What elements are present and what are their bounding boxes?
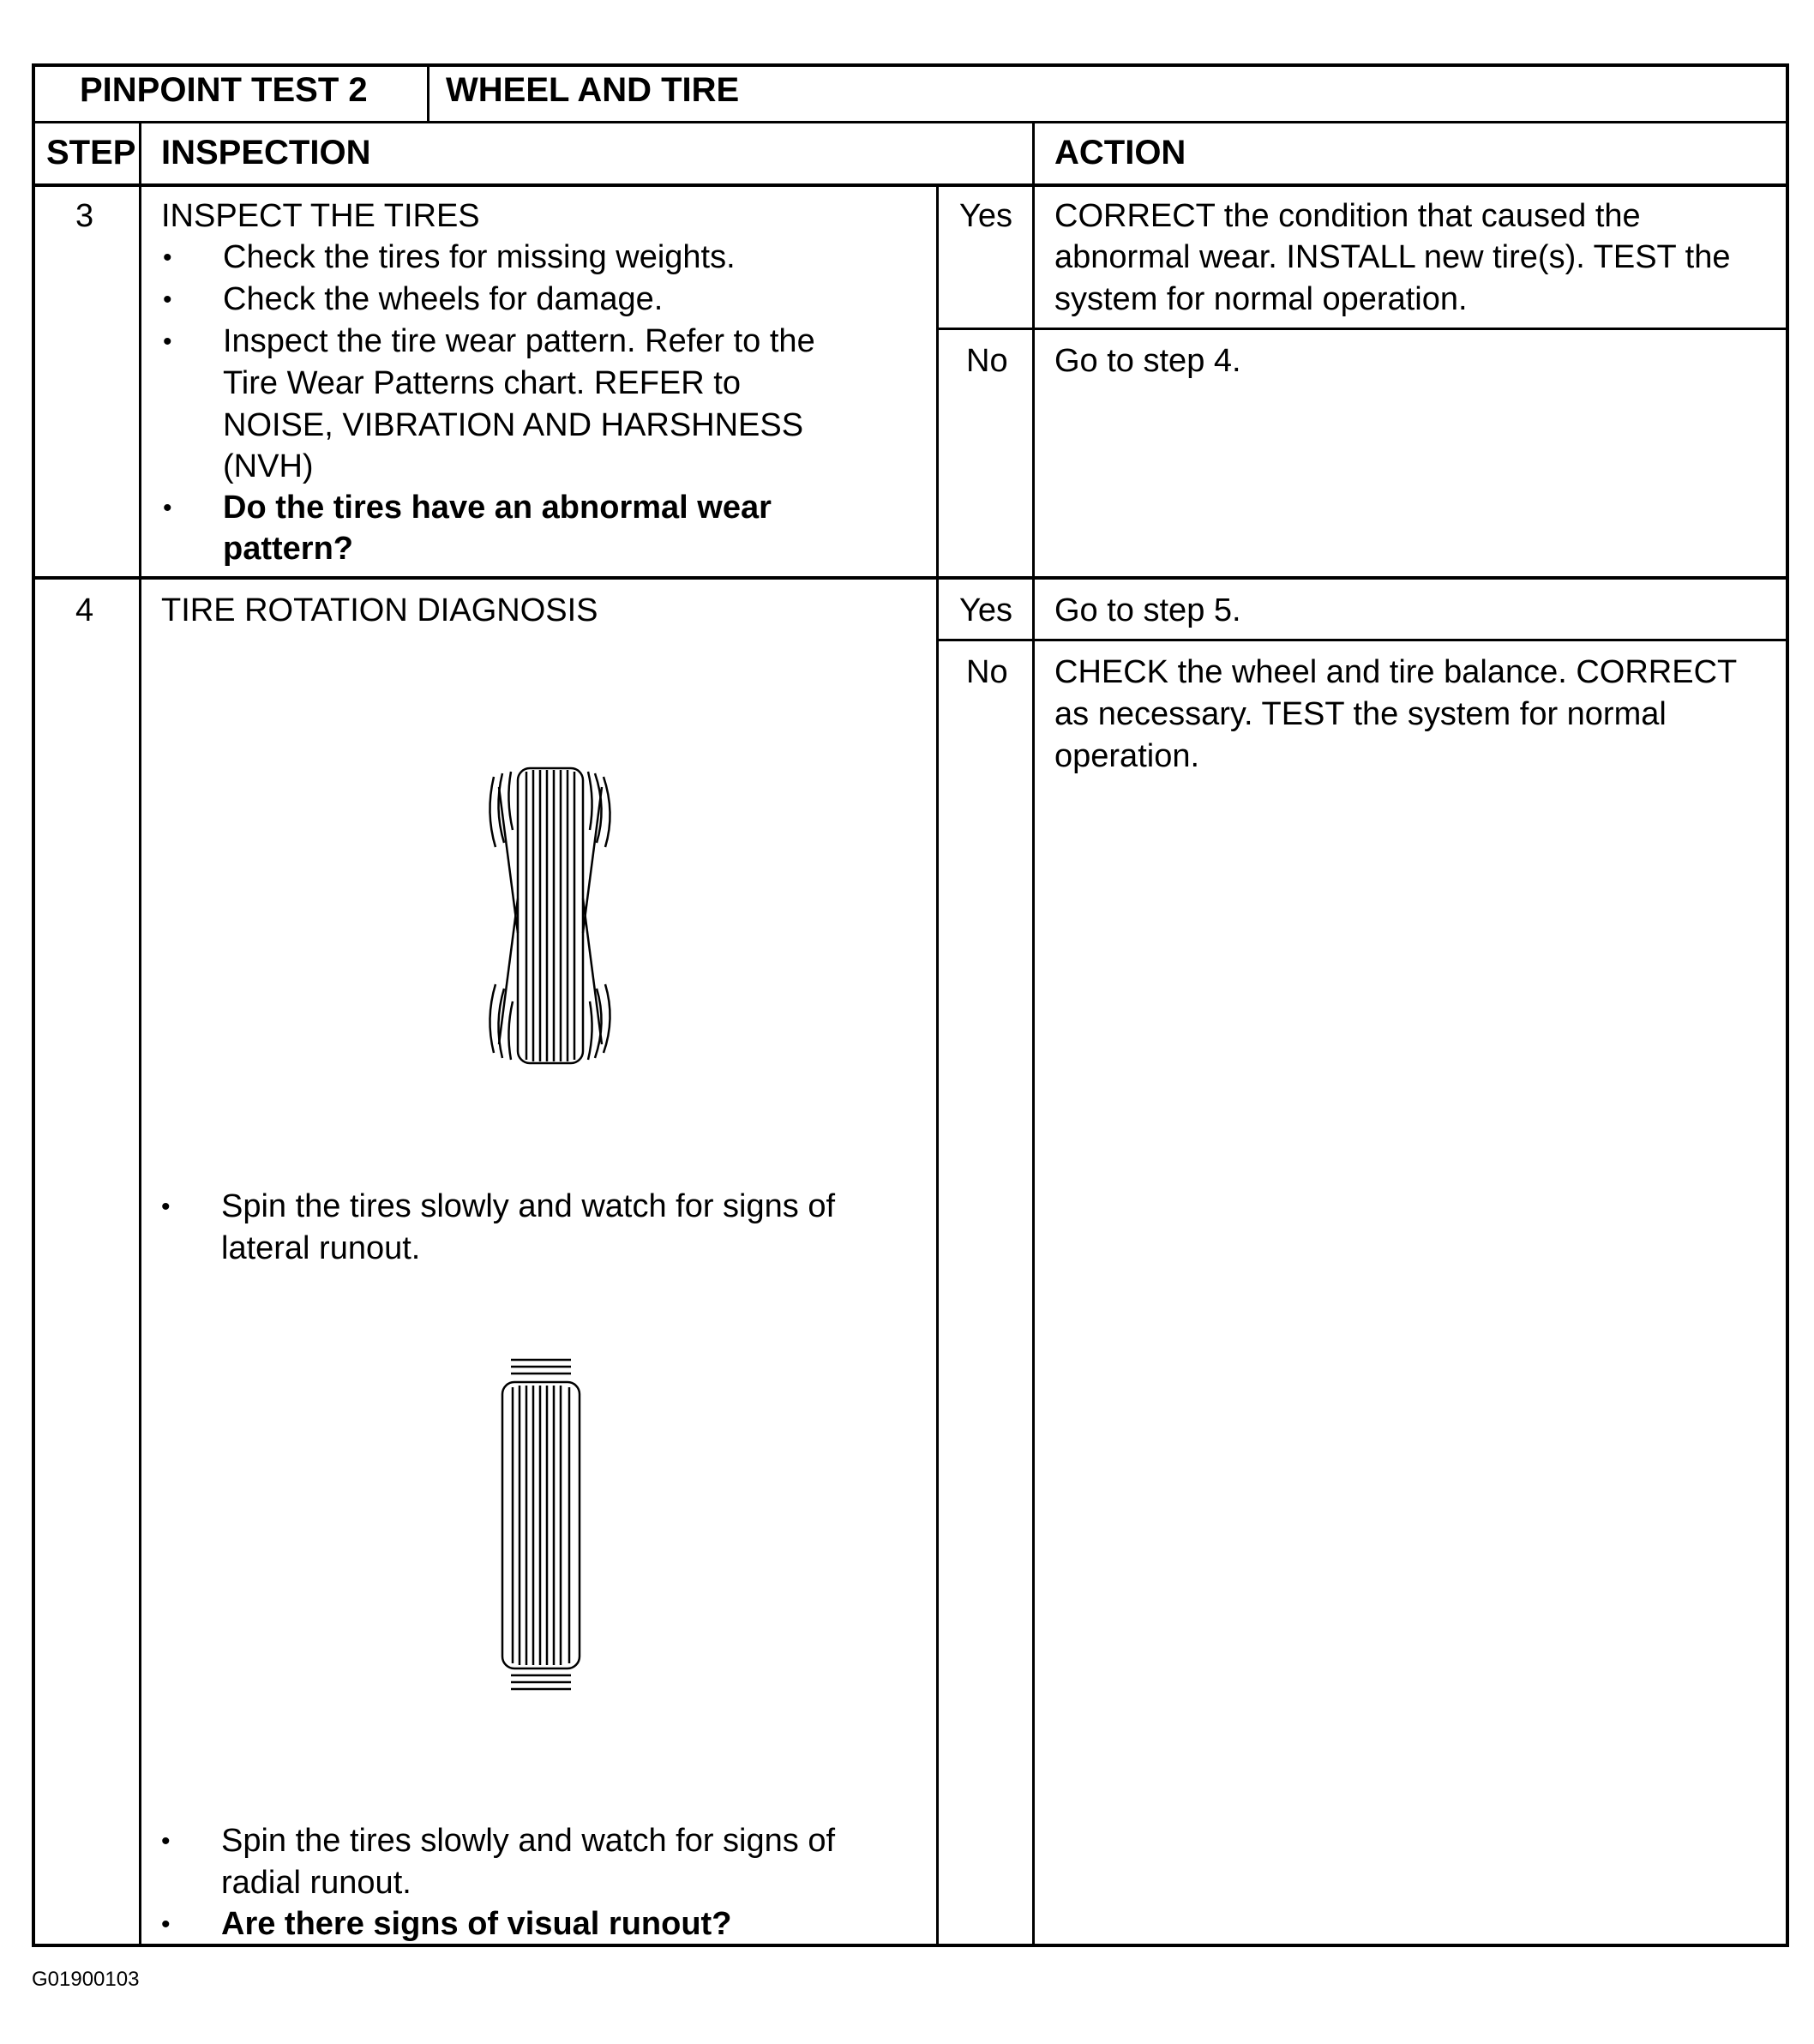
bullet-dot: •: [161, 1827, 171, 1855]
step-bullet-continuation: radial runout.: [221, 1865, 411, 1901]
bullet-dot: •: [163, 328, 172, 356]
step-number: 4: [75, 592, 94, 628]
outcome-no-label: No: [966, 343, 1008, 379]
step-bullet-continuation: Tire Wear Patterns chart. REFER to: [223, 365, 741, 401]
action-line: as necessary. TEST the system for normal: [1054, 696, 1667, 732]
step-bullet-continuation: NOISE, VIBRATION AND HARSHNESS: [223, 407, 804, 443]
step4-outcome-divider: [936, 639, 1789, 641]
action-line: CHECK the wheel and tire balance. CORRECT: [1054, 654, 1738, 690]
column-header-divider: [32, 183, 1789, 187]
figure-code: G01900103: [32, 1968, 140, 1991]
step-title: TIRE ROTATION DIAGNOSIS: [161, 592, 598, 628]
bullet-dot: •: [163, 494, 172, 522]
bullet-dot: •: [161, 1193, 171, 1221]
outcome-yes-label: Yes: [959, 198, 1012, 234]
header-divider: [32, 121, 1789, 123]
step-bullet: Spin the tires slowly and watch for signs of: [221, 1823, 836, 1859]
step-title: INSPECT THE TIRES: [161, 198, 480, 234]
outcome-no-label: No: [966, 654, 1008, 690]
column-header-step: STEP: [46, 134, 136, 171]
test-title-label: WHEEL AND TIRE: [446, 71, 740, 109]
column-header-action: ACTION: [1054, 134, 1186, 171]
bullet-dot: •: [163, 286, 172, 314]
column-header-inspection: INSPECTION: [161, 134, 371, 171]
radial-runout-tire-icon: [494, 1356, 588, 1691]
bullet-dot: •: [163, 243, 172, 272]
step-bullet: Inspect the tire wear pattern. Refer to the: [223, 323, 815, 359]
step-question-continuation: pattern?: [223, 531, 353, 567]
step-bullet: Spin the tires slowly and watch for signs of: [221, 1188, 836, 1224]
action-line: abnormal wear. INSTALL new tire(s). TEST the: [1054, 239, 1731, 275]
action-line: CORRECT the condition that caused the: [1054, 198, 1641, 234]
step-question: Are there signs of visual runout?: [221, 1906, 732, 1942]
action-line: operation.: [1054, 738, 1200, 774]
answer-column-left-divider: [936, 183, 939, 1947]
action-column-divider: [1032, 121, 1035, 1947]
step-question: Do the tires have an abnormal wear: [223, 490, 772, 526]
step-bullet: Check the tires for missing weights.: [223, 239, 736, 275]
step-bullet-continuation: lateral runout.: [221, 1230, 421, 1266]
bullet-dot: •: [161, 1910, 171, 1939]
step-divider: [32, 576, 1789, 580]
step-number: 3: [75, 198, 94, 234]
lateral-runout-tire-icon: [473, 761, 628, 1070]
outcome-yes-label: Yes: [959, 592, 1012, 628]
action-line: system for normal operation.: [1054, 281, 1468, 317]
action-line: Go to step 5.: [1054, 592, 1241, 628]
step-bullet-continuation: (NVH): [223, 448, 314, 484]
step-bullet: Check the wheels for damage.: [223, 281, 664, 317]
header-vertical-divider: [427, 63, 429, 123]
action-line: Go to step 4.: [1054, 343, 1241, 379]
test-id-label: PINPOINT TEST 2: [80, 71, 368, 109]
step3-outcome-divider: [936, 328, 1789, 330]
step-column-divider: [139, 121, 141, 1947]
